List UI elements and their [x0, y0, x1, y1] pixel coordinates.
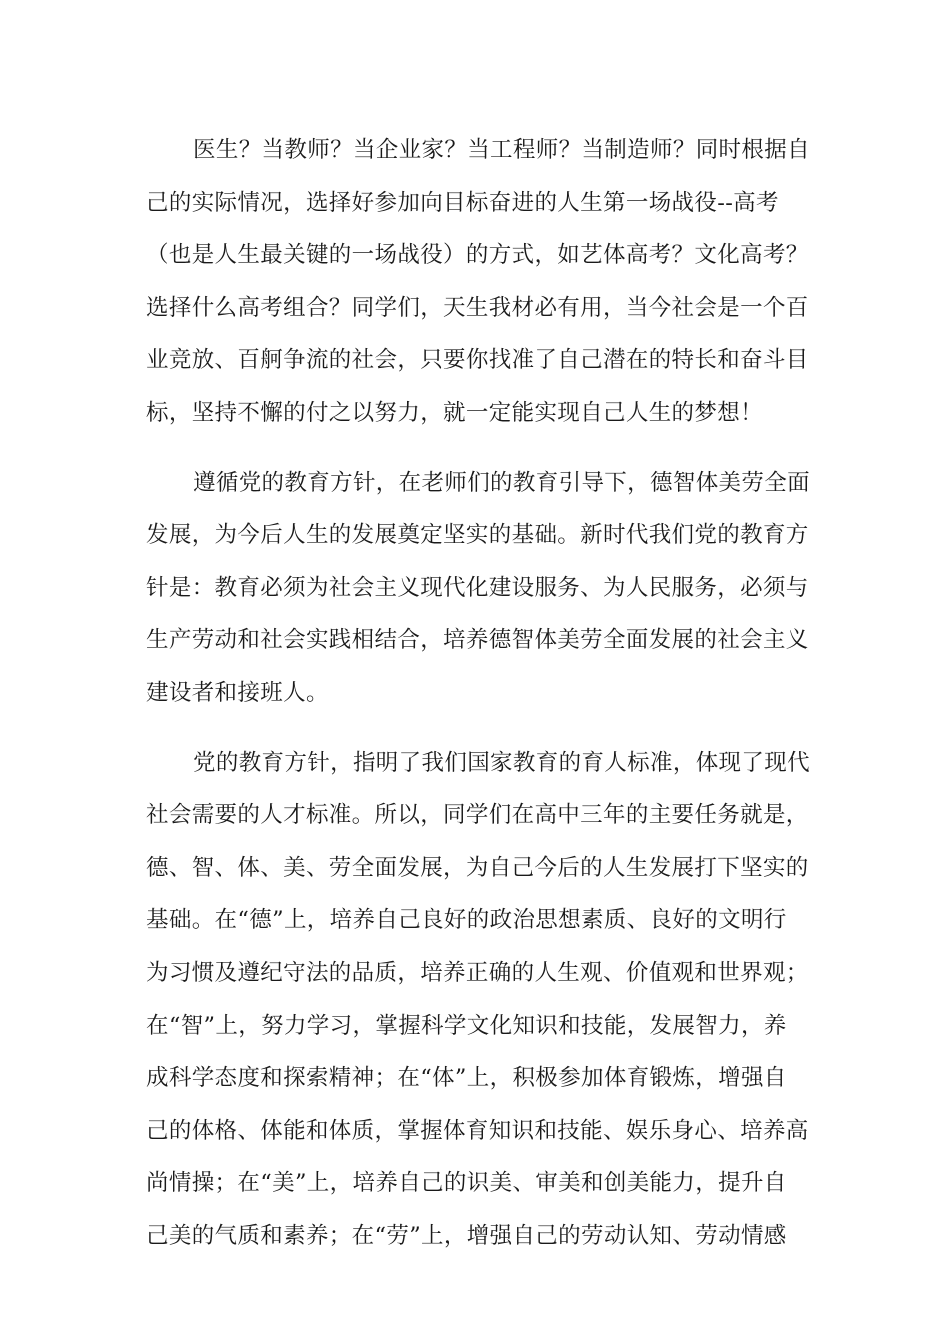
text-line: 成科学态度和探索精神；在“体”上，积极参加体育锻炼，增强自 [146, 1065, 787, 1092]
text-line: 业竞放、百舸争流的社会，只要你找准了自己潜在的特长和奋斗目 [146, 347, 809, 374]
text-line: 基础。在“德”上，培养自己良好的政治思想素质、良好的文明行 [146, 907, 787, 934]
text-line: 标，坚持不懈的付之以努力，就一定能实现自己人生的梦想！ [146, 399, 763, 426]
text-line: 尚情操；在“美”上，培养自己的识美、审美和创美能力，提升自 [146, 1170, 787, 1197]
text-line: 遵循党的教育方针，在老师们的教育引导下，德智体美劳全面 [193, 469, 810, 496]
text-line: 医生？当教师？当企业家？当工程师？当制造师？同时根据自 [193, 137, 810, 163]
paragraph-spacer [146, 720, 806, 737]
text-line: 党的教育方针，指明了我们国家教育的育人标准，体现了现代 [193, 749, 810, 776]
paragraph-education-policy [146, 457, 810, 720]
text-line: 建设者和接班人。 [146, 679, 329, 706]
text-line: 社会需要的人才标准。所以，同学们在高中三年的主要任务就是， [146, 802, 809, 829]
text-line: 生产劳动和社会实践相结合，培养德智体美劳全面发展的社会主义 [146, 627, 809, 654]
text-line: 己的体格、体能和体质，掌握体育知识和技能、娱乐身心、培养高 [146, 1117, 809, 1144]
text-line: 选择什么高考组合？同学们，天生我材必有用，当今社会是一个百 [146, 294, 809, 321]
document-page [146, 124, 810, 1262]
text-line: 针是：教育必须为社会主义现代化建设服务、为人民服务，必须与 [146, 574, 809, 601]
text-line: 在“智”上，努力学习，掌握科学文化知识和技能，发展智力，养 [146, 1012, 787, 1039]
paragraph-all-round-development [146, 737, 810, 1263]
paragraph-career-choice [146, 124, 810, 440]
text-line: 己美的气质和素养；在“劳”上，增强自己的劳动认知、劳动情感 [146, 1222, 787, 1249]
text-line: 发展，为今后人生的发展奠定坚实的基础。新时代我们党的教育方 [146, 522, 809, 549]
text-line: 己的实际情况，选择好参加向目标奋进的人生第一场战役--高考 [146, 189, 779, 216]
text-line: 为习惯及遵纪守法的品质，培养正确的人生观、价值观和世界观； [146, 959, 809, 986]
paragraph-spacer [146, 440, 806, 457]
text-line: 德、智、体、美、劳全面发展，为自己今后的人生发展打下坚实的 [146, 854, 809, 881]
text-line: （也是人生最关键的一场战役）的方式，如艺体高考？文化高考？ [146, 242, 809, 269]
